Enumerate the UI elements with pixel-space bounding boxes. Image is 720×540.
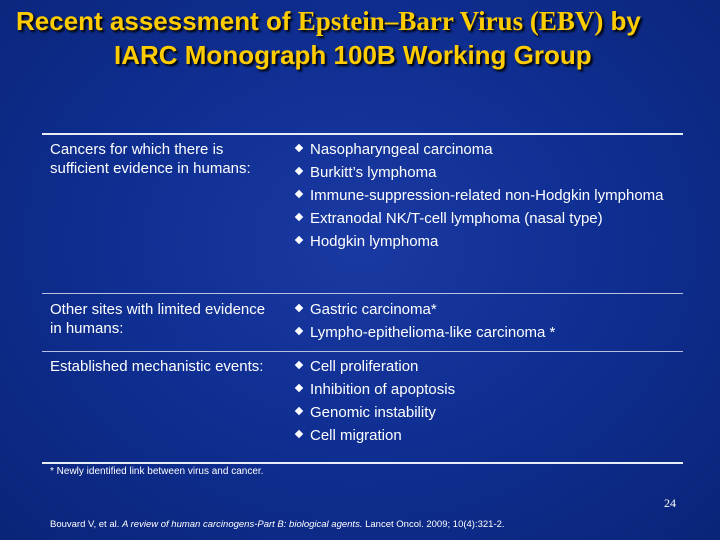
title-virus: Epstein–Barr Virus (EBV) [297, 6, 604, 36]
list-item: Cell migration [296, 426, 686, 445]
citation-source: Lancet Oncol. 2009; 10(4):321-2. [362, 519, 505, 530]
list-item: Burkitt’s lymphoma [296, 163, 686, 182]
row-label: Other sites with limited evidence in humans: [50, 301, 266, 337]
list-item: Gastric carcinoma* [296, 300, 686, 319]
citation-title: A review of human carcinogens-Part B: biological agents. [122, 519, 363, 530]
footnote: * Newly identified link between virus and cancer. [50, 466, 264, 477]
row-label: Established mechanistic events: [50, 358, 264, 375]
list-item: Genomic instability [296, 403, 686, 422]
citation [50, 519, 505, 530]
diamond-bullet-icon [295, 236, 303, 244]
page-number: 24 [664, 496, 676, 510]
diamond-bullet-icon [295, 327, 303, 335]
list-item: Extranodal NK/T-cell lymphoma (nasal type) [296, 209, 686, 228]
diamond-bullet-icon [295, 361, 303, 369]
list-item: Cell proliferation [296, 357, 686, 376]
row-divider [42, 351, 683, 352]
table-bottom-rule [42, 462, 683, 464]
row-label: Cancers for which there is sufficient evidence in humans: [50, 141, 251, 177]
row-divider [42, 293, 683, 294]
title-line-1 [16, 4, 716, 38]
diamond-bullet-icon [295, 407, 303, 415]
diamond-bullet-icon [295, 430, 303, 438]
diamond-bullet-icon [295, 167, 303, 175]
title-line-2: IARC Monograph 100B Working Group [114, 40, 592, 70]
list-item: Hodgkin lymphoma [296, 232, 686, 251]
row-items [296, 300, 686, 346]
diamond-bullet-icon [295, 144, 303, 152]
diamond-bullet-icon [295, 190, 303, 198]
diamond-bullet-icon [295, 304, 303, 312]
table-top-rule [42, 133, 683, 135]
list-item: Nasopharyngeal carcinoma [296, 140, 686, 159]
row-items [296, 140, 686, 255]
list-item: Lympho-epithelioma-like carcinoma * [296, 323, 686, 342]
citation-authors: Bouvard V, et al. [50, 519, 123, 530]
list-item: Immune-suppression-related non-Hodgkin lymphoma [296, 186, 686, 205]
title-part2: by [603, 6, 641, 36]
title-part1: Recent assessment of [16, 6, 298, 36]
row-items [296, 357, 686, 449]
diamond-bullet-icon [295, 213, 303, 221]
diamond-bullet-icon [295, 384, 303, 392]
list-item: Inhibition of apoptosis [296, 380, 686, 399]
slide-title [16, 4, 716, 72]
